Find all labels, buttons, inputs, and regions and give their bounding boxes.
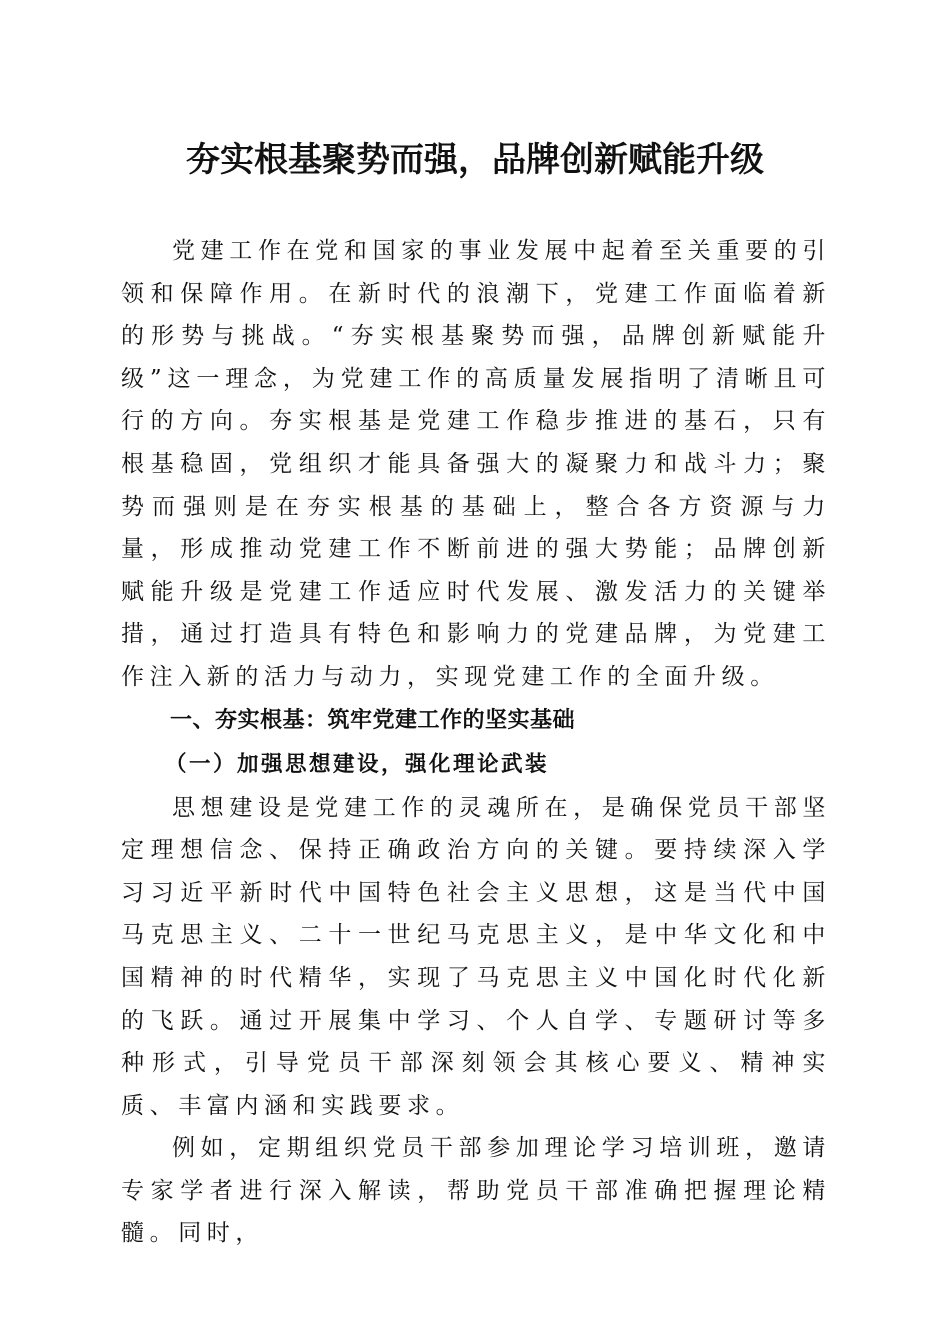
subsection-heading-1: （一）加强思想建设，强化理论武装 (165, 751, 550, 777)
body-paragraph-3: 例如，定期组织党员干部参加理论学习培训班，邀请专家学者进行深入解读，帮助党员干部准确把握理论精髓。同时， (121, 1135, 831, 1247)
document-title: 夯实根基聚势而强，品牌创新赋能升级 (186, 140, 764, 180)
section-heading-1: 一、夯实根基：筑牢党建工作的坚实基础 (170, 707, 576, 733)
body-paragraph-2: 思想建设是党建工作的灵魂所在，是确保党员干部坚定理想信念、保持正确政治方向的关键。要持续深入学习习近平新时代中国特色社会主义思想，这是当代中国马克思主义、二十一世纪马克思主义，是中华文化和中国精神的时代精华，实现了马克思主义中国化时代化新的飞跃。通过开展集中学习、个人自学、专题研讨等多种形式，引导党员干部深刻领会其核心要义、精神实质、丰富内涵和实践要求。 (121, 794, 831, 1119)
document-body (121, 230, 831, 1255)
intro-paragraph: 党建工作在党和国家的事业发展中起着至关重要的引领和保障作用。在新时代的浪潮下，党建工作面临着新的形势与挑战。“夯实根基聚势而强，品牌创新赋能升级”这一理念，为党建工作的高质量发展指明了清晰且可行的方向。夯实根基是党建工作稳步推进的基石，只有根基稳固，党组织才能具备强大的凝聚力和战斗力；聚势而强则是在夯实根基的基础上，整合各方资源与力量，形成推动党建工作不断前进的强大势能；品牌创新赋能升级是党建工作适应时代发展、激发活力的关键举措，通过打造具有特色和影响力的党建品牌，为党建工作注入新的活力与动力，实现党建工作的全面升级。 (121, 238, 831, 690)
